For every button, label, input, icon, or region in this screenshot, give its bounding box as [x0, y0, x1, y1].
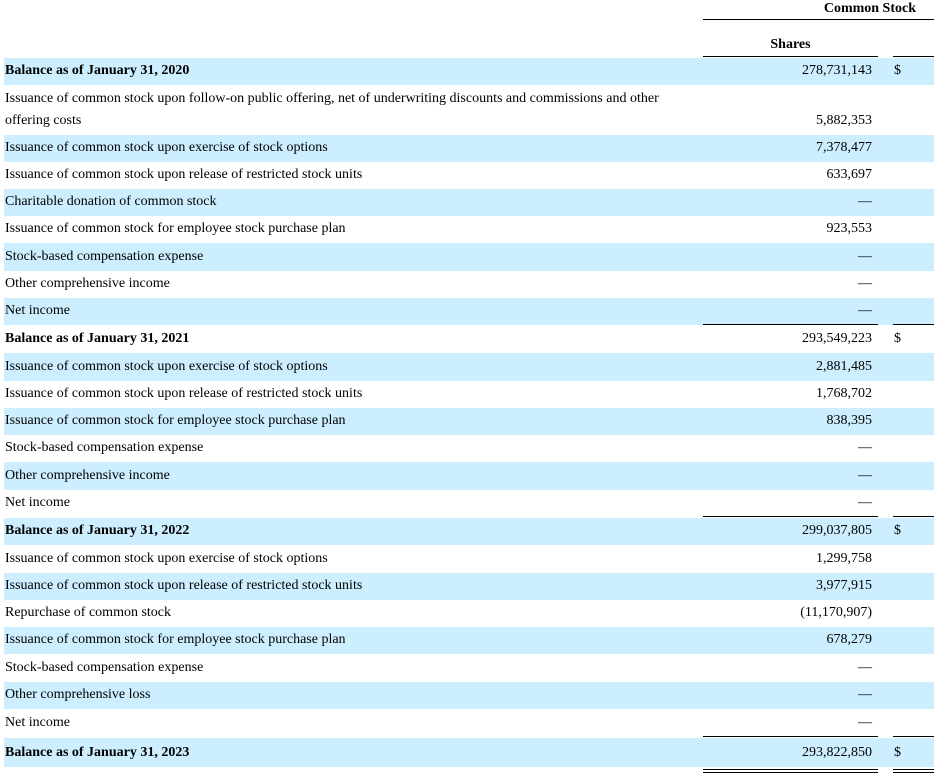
- row-shares: —: [858, 194, 872, 209]
- row-label: Issuance of common stock for employee stock purchase plan: [5, 221, 346, 236]
- row-shares: 3,977,915: [816, 578, 872, 593]
- subtotal-rule: [703, 736, 878, 737]
- table-row: [4, 518, 934, 545]
- row-shares: —: [858, 468, 872, 483]
- table-row: [4, 738, 934, 767]
- row-label: Other comprehensive income: [5, 468, 170, 483]
- row-label: Issuance of common stock upon release of restricted stock units: [5, 578, 363, 593]
- row-label: Charitable donation of common stock: [5, 194, 217, 209]
- row-shares: 923,553: [826, 221, 872, 236]
- table-row: [4, 627, 934, 654]
- table-row: [4, 353, 934, 381]
- row-label: Net income: [5, 715, 70, 730]
- table-row: [4, 682, 934, 709]
- shares-column-header: Shares: [703, 36, 878, 57]
- subtotal-rule: [893, 324, 934, 325]
- table-row: [4, 709, 934, 737]
- row-label: Issuance of common stock for employee stock purchase plan: [5, 632, 346, 647]
- table-row: [4, 85, 934, 135]
- subtotal-rule: [703, 324, 878, 325]
- row-shares: —: [858, 440, 872, 455]
- row-currency: $: [894, 63, 901, 78]
- row-label: Balance as of January 31, 2022: [5, 523, 190, 538]
- row-label: Issuance of common stock upon release of restricted stock units: [5, 167, 363, 182]
- row-shares: 293,822,850: [802, 745, 872, 760]
- row-currency: $: [894, 523, 901, 538]
- row-label: Other comprehensive income: [5, 276, 170, 291]
- row-currency: $: [894, 745, 901, 760]
- table-row: [4, 462, 934, 490]
- row-label: Net income: [5, 303, 70, 318]
- table-row: [4, 298, 934, 325]
- row-label: Issuance of common stock upon exercise of stock options: [5, 551, 328, 566]
- row-label: Net income: [5, 495, 70, 510]
- row-shares: 633,697: [826, 167, 872, 182]
- row-shares: 2,881,485: [816, 359, 872, 374]
- row-shares: —: [858, 249, 872, 264]
- total-double-rule: [703, 769, 878, 773]
- table-row: [4, 271, 934, 298]
- row-label: Repurchase of common stock: [5, 605, 172, 620]
- row-shares: 838,395: [826, 413, 872, 428]
- subtotal-rule: [703, 516, 878, 517]
- row-shares: 5,882,353: [816, 113, 872, 128]
- table-row: [4, 162, 934, 189]
- table-row: [4, 600, 934, 627]
- row-shares: —: [858, 660, 872, 675]
- row-label: Stock-based compensation expense: [5, 440, 204, 455]
- table-row: [4, 435, 934, 462]
- table-row: [4, 408, 934, 435]
- row-label: Issuance of common stock upon exercise of stock options: [5, 359, 328, 374]
- row-label: Issuance of common stock upon exercise of stock options: [5, 140, 328, 155]
- subtotal-rule: [893, 516, 934, 517]
- row-shares: —: [858, 715, 872, 730]
- table-row: [4, 573, 934, 600]
- row-shares: —: [858, 495, 872, 510]
- row-shares: 7,378,477: [816, 140, 872, 155]
- table-row: [4, 243, 934, 271]
- row-shares: (11,170,907): [800, 605, 872, 620]
- row-shares: 1,768,702: [816, 386, 872, 401]
- row-shares: 299,037,805: [802, 523, 872, 538]
- table-row: [4, 58, 934, 85]
- table-row: [4, 381, 934, 408]
- row-shares: —: [858, 276, 872, 291]
- table-row: [4, 326, 934, 353]
- row-shares: 293,549,223: [802, 331, 872, 346]
- row-label: Stock-based compensation expense: [5, 660, 204, 675]
- row-currency: $: [894, 331, 901, 346]
- table-row: [4, 545, 934, 573]
- row-label: Other comprehensive loss: [5, 687, 151, 702]
- row-label: Issuance of common stock upon release of restricted stock units: [5, 386, 363, 401]
- row-label: Issuance of common stock for employee stock purchase plan: [5, 413, 346, 428]
- row-label: Issuance of common stock upon follow-on public offering, net of underwriting discounts and commissions and other offering costs: [5, 91, 659, 128]
- table-row: [4, 654, 934, 682]
- table-row: [4, 189, 934, 216]
- row-label: Balance as of January 31, 2020: [5, 63, 190, 78]
- row-shares: —: [858, 687, 872, 702]
- table-row: [4, 216, 934, 243]
- row-label: Balance as of January 31, 2023: [5, 745, 190, 760]
- common-stock-header: Common Stock: [703, 0, 934, 20]
- table-row: [4, 135, 934, 162]
- row-shares: 1,299,758: [816, 551, 872, 566]
- row-label: Stock-based compensation expense: [5, 249, 204, 264]
- row-shares: —: [858, 303, 872, 318]
- row-label: Balance as of January 31, 2021: [5, 331, 190, 346]
- table-row: [4, 490, 934, 517]
- total-double-rule: [893, 769, 934, 773]
- subtotal-rule: [893, 736, 934, 737]
- row-shares: 678,279: [826, 632, 872, 647]
- row-shares: 278,731,143: [802, 63, 872, 78]
- amount-column-header-rule: [893, 56, 934, 57]
